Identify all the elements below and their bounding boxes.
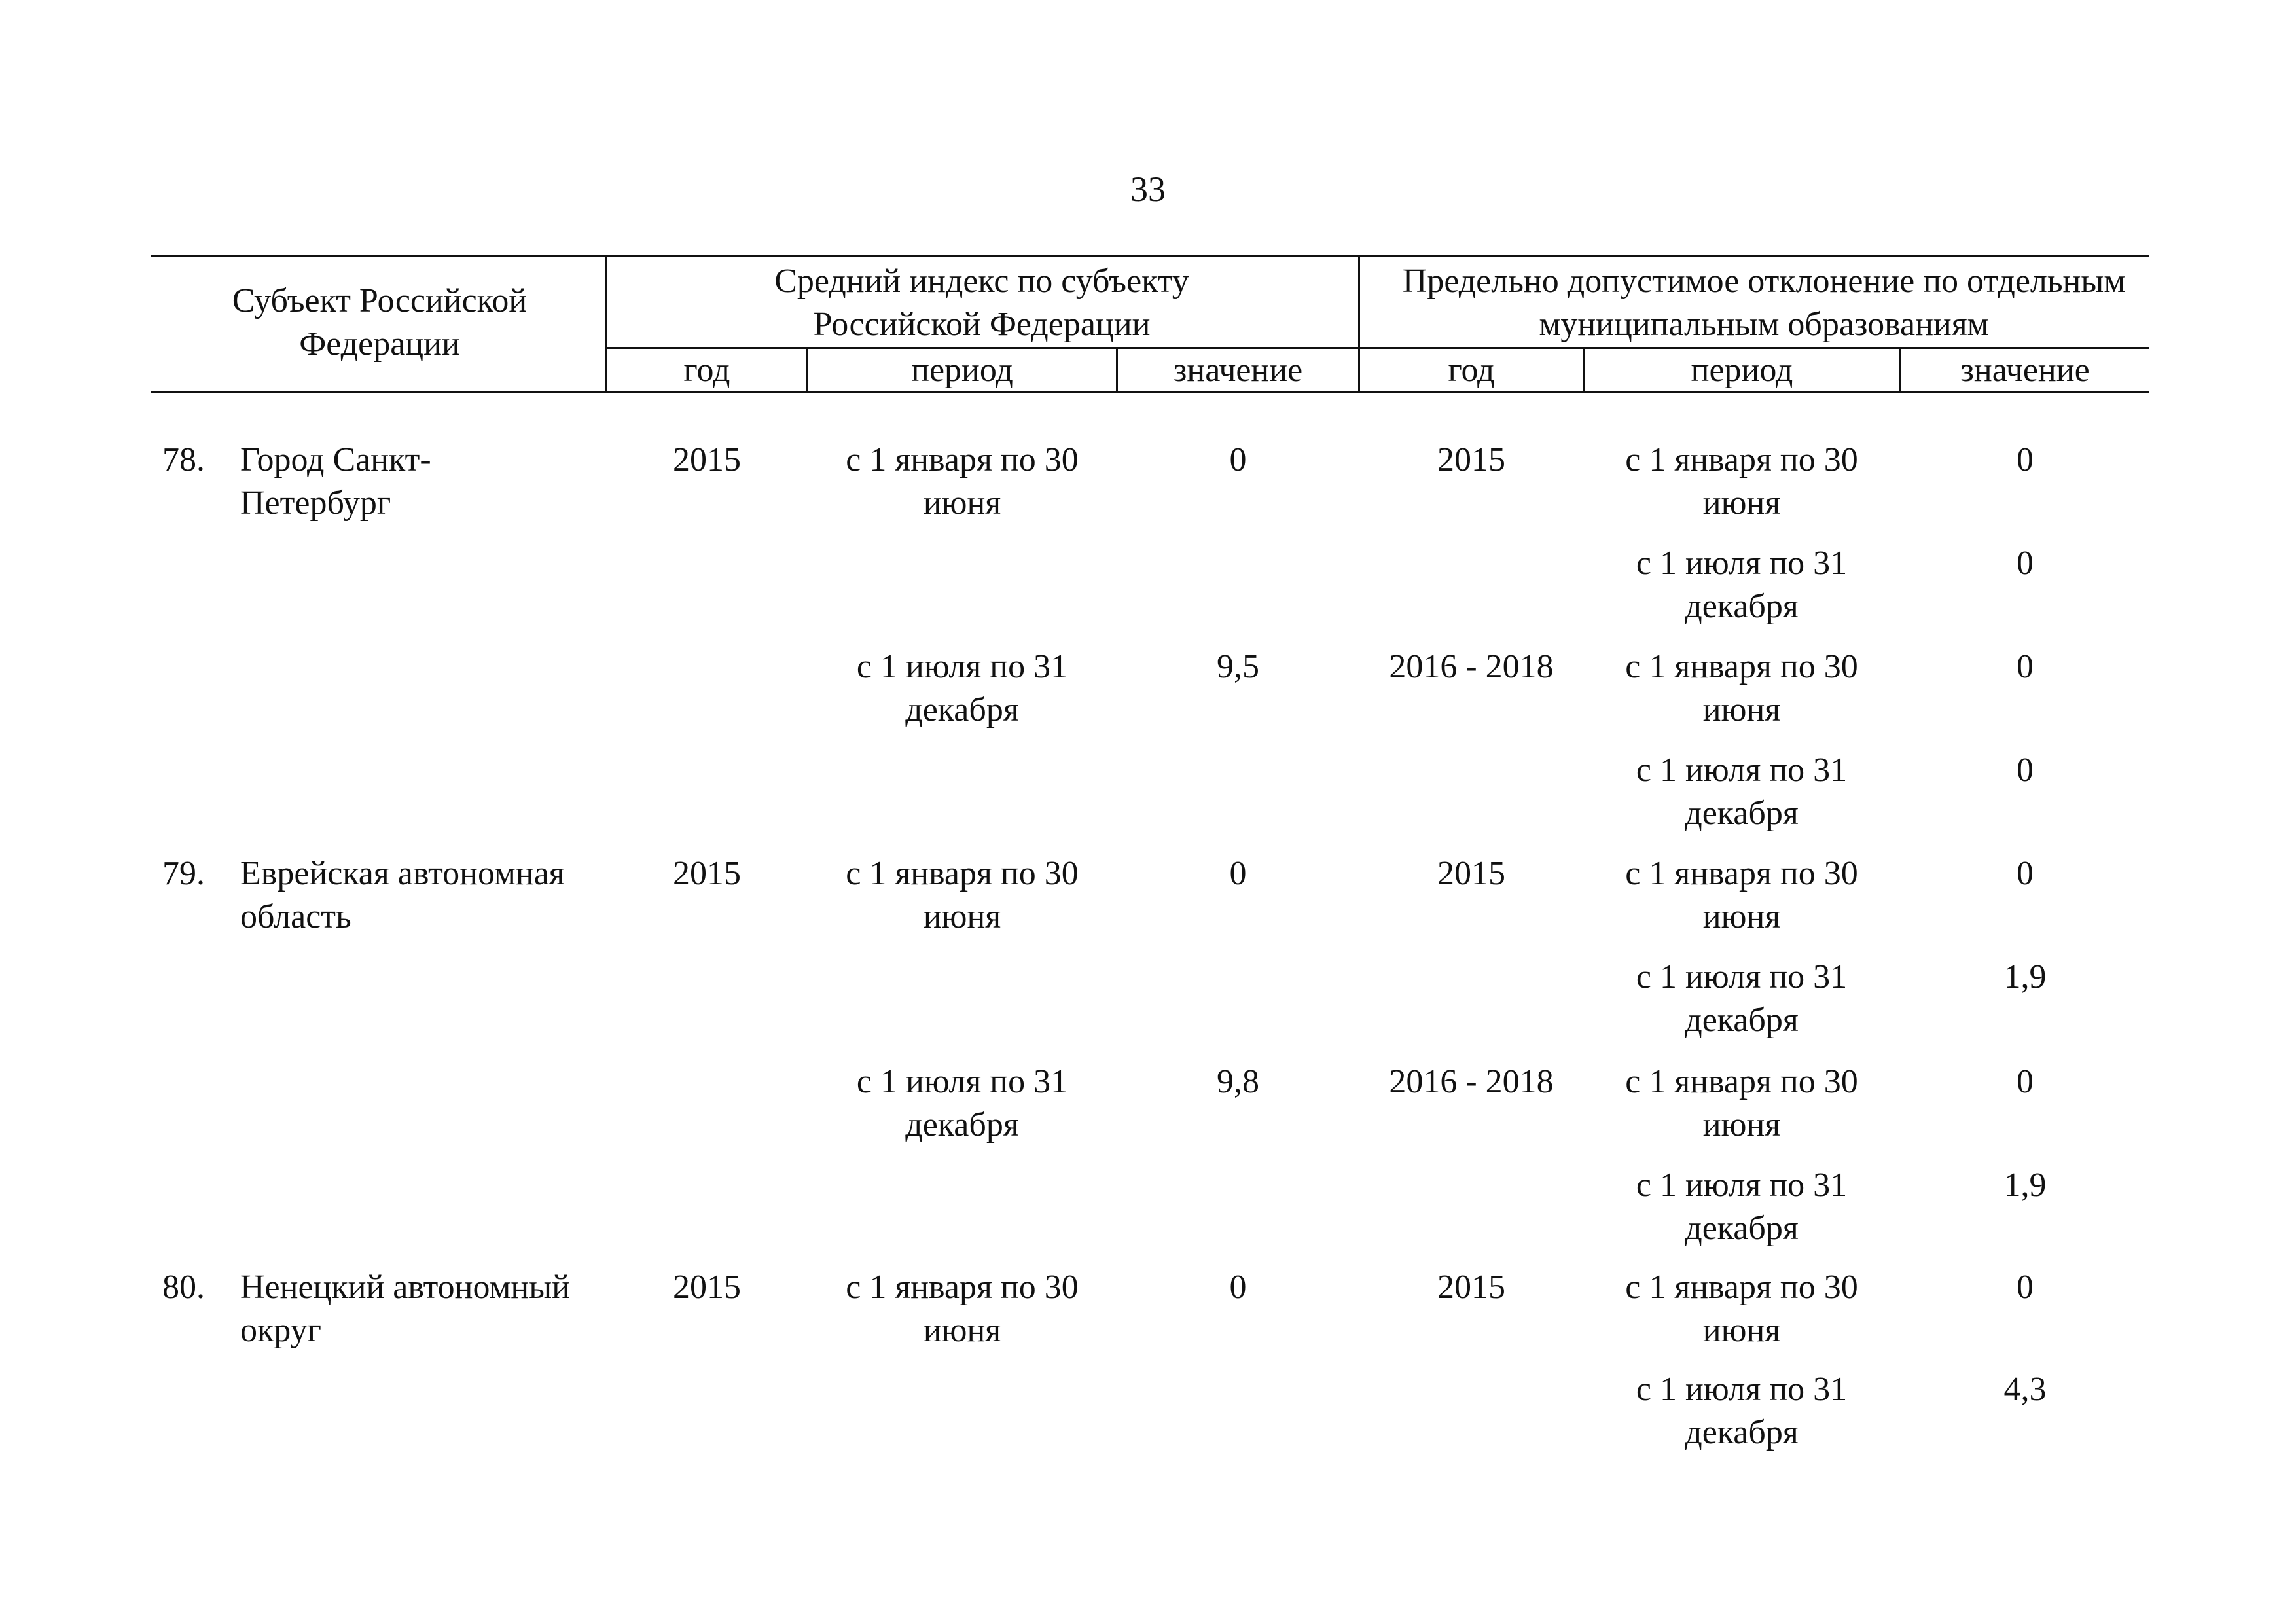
row-dev-year: 2015 (1437, 1269, 1505, 1306)
row-dev-period: с 1 января по 30 июня (1625, 1063, 1858, 1144)
header-avg-index: Средний индекс по субъекту Российской Федерации (774, 262, 1189, 343)
row-subject-name: Город Санкт-Петербург (240, 441, 431, 522)
row-dev-value: 0 (2017, 441, 2034, 478)
row-number: 78. (162, 441, 205, 478)
row-value: 9,8 (1217, 1063, 1259, 1100)
header-period: период (911, 352, 1013, 389)
row-dev-value: 0 (2017, 648, 2034, 685)
row-dev-period: с 1 июля по 31 декабря (1636, 958, 1848, 1039)
row-year: 2015 (673, 855, 741, 892)
row-period: с 1 января по 30 июня (846, 855, 1079, 935)
row-dev-period: с 1 июля по 31 декабря (1636, 751, 1848, 832)
row-dev-value: 0 (2017, 545, 2034, 582)
row-dev-value: 0 (2017, 751, 2034, 789)
row-dev-year: 2016 - 2018 (1389, 648, 1554, 685)
row-dev-period: с 1 июля по 31 декабря (1636, 545, 1848, 625)
row-subject-name: Еврейская автономная область (240, 855, 565, 935)
row-dev-period: с 1 января по 30 июня (1625, 855, 1858, 935)
row-dev-period: с 1 января по 30 июня (1625, 648, 1858, 729)
row-dev-value: 1,9 (2003, 958, 2047, 996)
header-year: год (683, 352, 730, 389)
header-top-rule (151, 255, 2149, 257)
header-dev-period: период (1691, 352, 1793, 389)
row-year: 2015 (673, 441, 741, 478)
row-dev-year: 2015 (1437, 855, 1505, 892)
row-value: 9,5 (1217, 648, 1259, 685)
row-period: с 1 июля по 31 декабря (856, 648, 1068, 729)
row-number: 80. (162, 1269, 205, 1306)
row-dev-period: с 1 июля по 31 декабря (1636, 1371, 1848, 1451)
header-value: значение (1173, 352, 1303, 389)
row-subject-name: Ненецкий автономный округ (240, 1269, 571, 1349)
row-dev-year: 2015 (1437, 441, 1505, 478)
row-value: 0 (1229, 855, 1247, 892)
header-subject: Субъект Российской Федерации (232, 282, 528, 363)
row-dev-period: с 1 января по 30 июня (1625, 441, 1858, 522)
row-period: с 1 января по 30 июня (846, 441, 1079, 522)
header-dev-year: год (1448, 352, 1495, 389)
row-number: 79. (162, 855, 205, 892)
row-dev-year: 2016 - 2018 (1389, 1063, 1554, 1100)
row-dev-value: 0 (2017, 1063, 2034, 1100)
page-number: 33 (1130, 170, 1166, 209)
row-dev-period: с 1 января по 30 июня (1625, 1269, 1858, 1349)
row-value: 0 (1229, 441, 1247, 478)
header-max-deviation: Предельно допустимое отклонение по отдельным муниципальным образованиям (1402, 262, 2126, 343)
row-period: с 1 июля по 31 декабря (856, 1063, 1068, 1144)
header-dev-value: значение (1960, 352, 2090, 389)
row-value: 0 (1229, 1269, 1247, 1306)
row-year: 2015 (673, 1269, 741, 1306)
row-dev-value: 0 (2017, 855, 2034, 892)
row-dev-value: 4,3 (2003, 1371, 2047, 1408)
row-dev-period: с 1 июля по 31 декабря (1636, 1166, 1848, 1247)
row-dev-value: 1,9 (2003, 1166, 2047, 1204)
row-dev-value: 0 (2017, 1269, 2034, 1306)
row-period: с 1 января по 30 июня (846, 1269, 1079, 1349)
